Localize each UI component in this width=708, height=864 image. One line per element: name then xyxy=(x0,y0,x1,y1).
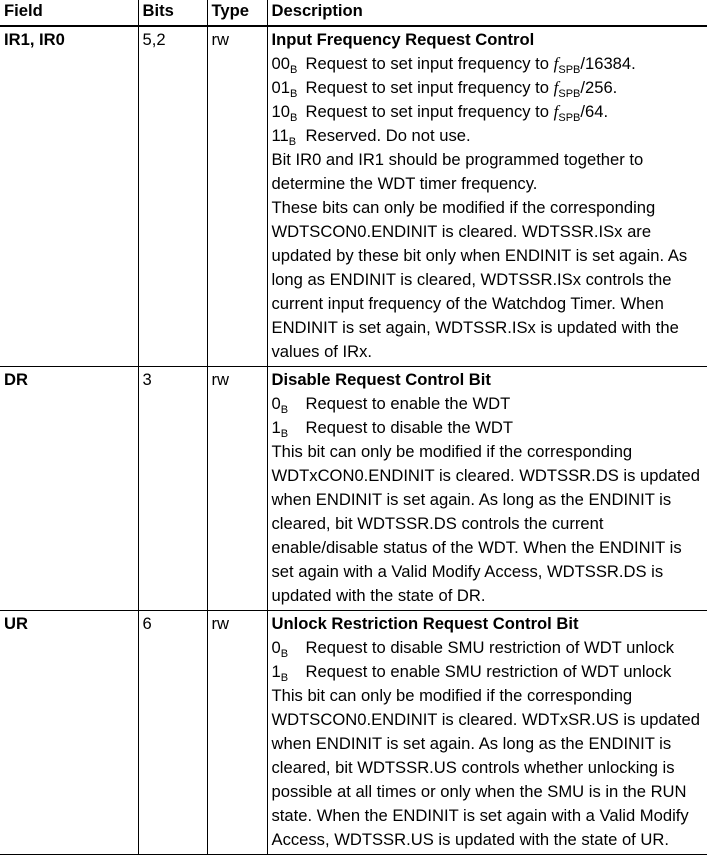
option-text-post: /16384. xyxy=(580,54,636,73)
option-text-pre: Request to set input frequency to xyxy=(305,102,554,121)
option-text-pre: Request to set input frequency to xyxy=(305,54,554,73)
option-code xyxy=(272,636,306,660)
description-title: Unlock Restriction Request Control Bit xyxy=(271,614,579,633)
description-cell xyxy=(267,611,707,855)
option-code-base: B xyxy=(280,672,289,684)
option-text-pre: Request to enable SMU restriction of WDT unlock xyxy=(305,662,672,681)
table-row xyxy=(0,611,707,855)
option-text xyxy=(306,636,704,660)
option-text-pre: Request to set input frequency to xyxy=(305,78,554,97)
field-name: DR xyxy=(0,367,138,611)
header-bits: Bits xyxy=(138,0,207,26)
option-code-value: 1 xyxy=(271,418,281,437)
type-value: rw xyxy=(207,26,267,367)
description-cell xyxy=(267,367,707,611)
option-code-base: B xyxy=(289,112,298,124)
option-code-value: 10 xyxy=(271,102,290,121)
option-code-base: B xyxy=(289,88,298,100)
option-code xyxy=(272,416,306,440)
frequency-subscript: SPB xyxy=(558,112,581,124)
option-text xyxy=(306,76,704,100)
option-code-value: 0 xyxy=(271,394,281,413)
bits-value: 5,2 xyxy=(138,26,207,367)
option-code-base: B xyxy=(288,136,297,148)
header-description: Description xyxy=(267,0,707,26)
option-code-value: 01 xyxy=(271,78,290,97)
field-name: IR1, IR0 xyxy=(0,26,138,367)
option-text-pre: Request to enable the WDT xyxy=(305,394,511,413)
table-row xyxy=(0,26,707,367)
option-code-value: 0 xyxy=(271,638,281,657)
header-type: Type xyxy=(207,0,267,26)
type-value: rw xyxy=(207,367,267,611)
option-code-base: B xyxy=(289,64,298,76)
option-code-value: 11 xyxy=(271,126,289,145)
frequency-symbol: f xyxy=(553,102,559,121)
description-paragraph: These bits can only be modified if the corresponding WDTSCON0.ENDINIT is cleared. WDTSSR.ISx are updated by these bit only when ENDINIT is set again. As long as ENDINIT is cleared, WDTSSR.ISx controls the current input frequency of the Watchdog Timer. When ENDINIT is set again, WDTSSR.ISx is updated with the values of IRx. xyxy=(271,198,688,361)
option-text xyxy=(306,100,704,124)
table-header-row xyxy=(0,0,707,26)
frequency-subscript: SPB xyxy=(558,64,581,76)
option-text xyxy=(306,124,704,148)
frequency-subscript: SPB xyxy=(558,88,581,100)
bits-value: 3 xyxy=(138,367,207,611)
option-text xyxy=(306,392,704,416)
option-code xyxy=(272,124,306,148)
option-item xyxy=(272,124,704,148)
option-code-base: B xyxy=(280,404,289,416)
header-field: Field xyxy=(0,0,138,26)
description-title: Input Frequency Request Control xyxy=(271,30,535,49)
option-code-value: 00 xyxy=(271,54,290,73)
option-code xyxy=(272,100,306,124)
option-text xyxy=(306,416,704,440)
option-text xyxy=(306,52,704,76)
option-code xyxy=(272,660,306,684)
option-code-base: B xyxy=(280,648,289,660)
option-text-post: /64. xyxy=(580,102,609,121)
option-item xyxy=(272,416,704,440)
option-text-post: /256. xyxy=(580,78,618,97)
option-code xyxy=(272,392,306,416)
option-code-base: B xyxy=(280,428,289,440)
type-value: rw xyxy=(207,611,267,855)
description-paragraph: This bit can only be modified if the corresponding WDTxCON0.ENDINIT is cleared. WDTSSR.DS is updated when ENDINIT is set again. As long as the ENDINIT is cleared, bit WDTSSR.DS controls the current enable/disable status of the WDT. When the ENDINIT is set again with a Valid Modify Access, WDTSSR.DS is updated with the state of DR. xyxy=(271,442,700,605)
description-title: Disable Request Control Bit xyxy=(271,370,491,389)
option-item xyxy=(272,76,704,100)
table-row xyxy=(0,367,707,611)
option-item xyxy=(272,392,704,416)
option-item xyxy=(272,52,704,76)
description-cell xyxy=(267,26,707,367)
description-paragraph: This bit can only be modified if the corresponding WDTSCON0.ENDINIT is cleared. WDTxSR.US is updated when ENDINIT is set again. As long as the ENDINIT is cleared, bit WDTSSR.US controls whether unlocking is possible at all times or only when the SMU is in the RUN state. When the ENDINIT is set again with a Valid Modify Access, WDTSSR.US is updated with the state of UR. xyxy=(271,686,700,849)
option-item xyxy=(272,660,704,684)
frequency-symbol: f xyxy=(553,54,559,73)
option-code xyxy=(272,76,306,100)
option-item xyxy=(272,636,704,660)
option-code-value: 1 xyxy=(271,662,281,681)
option-code xyxy=(272,52,306,76)
bits-value: 6 xyxy=(138,611,207,855)
option-text-pre: Reserved. Do not use. xyxy=(305,126,471,145)
option-text-pre: Request to disable the WDT xyxy=(305,418,514,437)
description-paragraph: Bit IR0 and IR1 should be programmed together to determine the WDT timer frequency. xyxy=(271,150,644,193)
option-item xyxy=(272,100,704,124)
option-text xyxy=(306,660,704,684)
field-name: UR xyxy=(0,611,138,855)
frequency-symbol: f xyxy=(553,78,559,97)
option-text-pre: Request to disable SMU restriction of WDT unlock xyxy=(305,638,675,657)
